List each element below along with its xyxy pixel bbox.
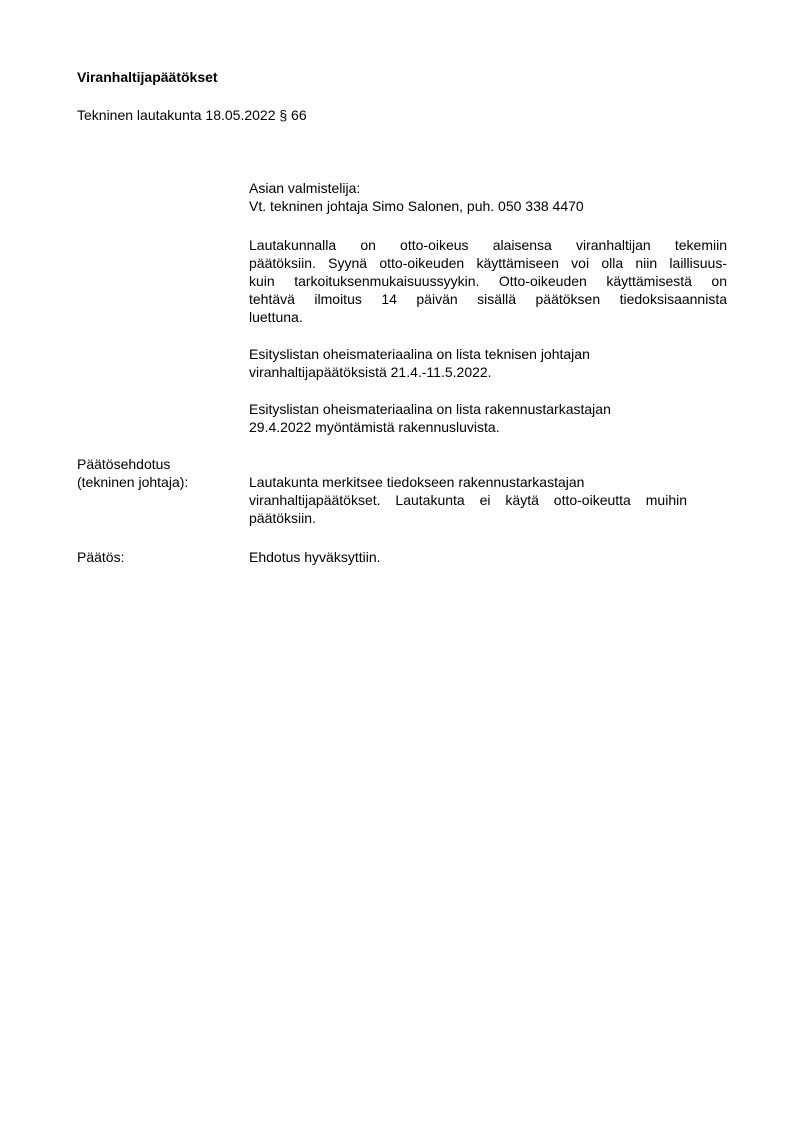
preparer-block (249, 179, 727, 215)
proposal-line: päätöksiin. (249, 510, 316, 526)
decision-text: Ehdotus hyväksyttiin. (249, 549, 381, 565)
paragraph-line: Esityslistan oheismateriaalina on lista teknisen johtajan (249, 346, 590, 362)
preparer-label: Asian valmistelija: (249, 180, 361, 196)
preparer-name: Vt. tekninen johtaja Simo Salonen, puh. 050 338 4470 (249, 198, 584, 214)
paragraph-teknisen-johtajan (249, 345, 727, 381)
proposal-label-line: Päätösehdotus (77, 456, 171, 472)
paragraph-line: tehtävä ilmoitus 14 päivän sisällä päätöksen tiedoksisaannista (249, 291, 727, 307)
proposal-line: viranhaltijapäätökset. Lautakunta ei käytä otto-oikeutta muihin (249, 492, 687, 508)
paragraph-otto-oikeus (249, 236, 727, 326)
meeting-line: Tekninen lautakunta 18.05.2022 § 66 (77, 107, 307, 123)
paragraph-line: päätöksiin. Syynä otto-oikeuden käyttämiseen voi olla niin laillisuus- (249, 255, 727, 271)
paragraph-line: Esityslistan oheismateriaalina on lista rakennustarkastajan (249, 401, 611, 417)
paragraph-line: kuin tarkoituksenmukaisuussyykin. Otto-oikeuden käyttämisestä on (249, 273, 727, 289)
paragraph-line: Lautakunnalla on otto-oikeus alaisensa viranhaltijan tekemiin (249, 237, 727, 253)
proposal-text (249, 473, 687, 527)
paragraph-line: luettuna. (249, 309, 303, 325)
proposal-line: Lautakunta merkitsee tiedokseen rakennustarkastajan (249, 474, 585, 490)
proposal-label-line: (tekninen johtaja): (77, 474, 189, 490)
document-title: Viranhaltijapäätökset (77, 69, 218, 85)
paragraph-line: viranhaltijapäätöksistä 21.4.-11.5.2022. (249, 364, 492, 380)
paragraph-line: 29.4.2022 myöntämistä rakennusluvista. (249, 419, 500, 435)
proposal-label (77, 455, 188, 491)
paragraph-rakennusluvat (249, 400, 727, 436)
decision-label: Päätös: (77, 549, 125, 565)
